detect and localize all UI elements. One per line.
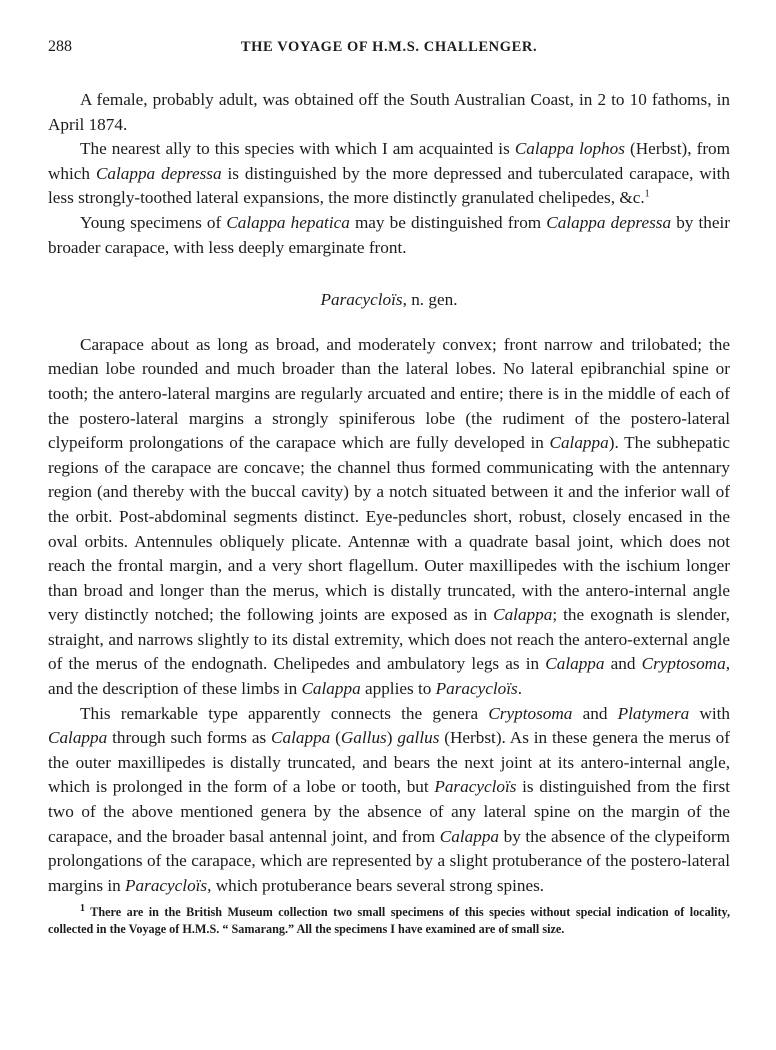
paragraph-remarks: This remarkable type apparently connects the genera Cryptosoma and Platymera with Calappa through such forms as Calappa (Gallus) gallus (Herbst). As in these genera the merus of the outer maxillipedes is distally truncated, and bears the next joint at its antero-internal angle, which is prolonged in the form of a lobe or tooth, but Paracycloïs is distinguished from the first two of the above mentioned genera by the absence of any lateral spine on the margin of the carapace, and the broader basal antennal joint, and from Calappa by the absence of the clypeiform prolongations of the carapace, which are represented by a slight protuberance of the postero-lateral margins in Paracycloïs, which protuberance bears several strong spines.: [48, 703, 730, 895]
section-heading: Paracycloïs, n. gen.: [320, 290, 458, 310]
running-title: THE VOYAGE OF H.M.S. CHALLENGER.: [240, 39, 538, 55]
paragraph-genus-description: Carapace about as long as broad, and moderately convex; front narrow and trilobated; the median lobe rounded and much broader than the lateral lobes. No lateral epibranchial spine or tooth; the antero-lateral margins are regularly arcuated and entire; there is in the middle of each of the postero-lateral margins a strongly spiniferous lobe (the rudiment of the postero-lateral clypeiform prolongations of the carapace which are fully developed in Calappa). The subhepatic regions of the carapace are concave; the channel thus formed communicating with the antennary region (and thereby with the buccal cavity) by a notch situated between it and the inferior wall of the orbit. Post-abdominal segments distinct. Eye-peduncles short, robust, closely encased in the oval orbits. Antennules obliquely plicate. Antennæ with a quadrate basal joint, which does not reach the frontal margin, and a very short flagellum. Outer maxillipedes with the ischium longer than broad and longer than the merus, which is distally truncated, with the antero-internal angle very distinctly notched; the following joints are exposed as in Calappa; the exognath is slender, straight, and narrows slightly to its distal extremity, which does not reach the antero-external angle of the merus of the endognath. Chelipedes and ambulatory legs as in Calappa and Cryptosoma, and the description of these limbs in Calappa applies to Paracycloïs.: [48, 334, 730, 699]
footnote: $^1$ There are in the British Museum collection two small specimens of this species without special indication of locality, collected in the Voyage of H.M.S. “ Samarang.” All the specimens I have examined are of small size.: [48, 903, 730, 936]
paragraph-specimen-record: A female, probably adult, was obtained off the South Australian Coast, in 2 to 10 fathoms, in April 1874.: [48, 90, 730, 134]
species-name: Calappa depressa: [546, 212, 672, 232]
species-name: Calappa depressa: [95, 163, 222, 183]
species-name: Calappa lophos: [514, 139, 625, 159]
footnote-number: 1: [80, 903, 85, 915]
footnotes: [48, 904, 730, 937]
body-text: [48, 88, 730, 898]
page-number: 288: [48, 38, 72, 55]
paragraph-nearest-ally: The nearest ally to this species with which I am acquainted is Calappa lophos (Herbst), from which Calappa depressa is distinguished by the more depressed and tuberculated carapace, with less strongly-toothed lateral expansions, the more distinctly granulated chelipedes, &c.$^1$: [48, 139, 731, 208]
paragraph-young-specimens: Young specimens of Calappa hepatica may be distinguished from Calappa depressa by their broader carapace, with less deeply emarginate front.: [48, 212, 730, 257]
running-head: [48, 38, 730, 64]
book-page: [48, 38, 730, 937]
species-name: Calappa hepatica: [226, 212, 350, 232]
footnote-marker: 1: [644, 188, 650, 200]
genus-name: Paracycloïs: [320, 290, 403, 310]
